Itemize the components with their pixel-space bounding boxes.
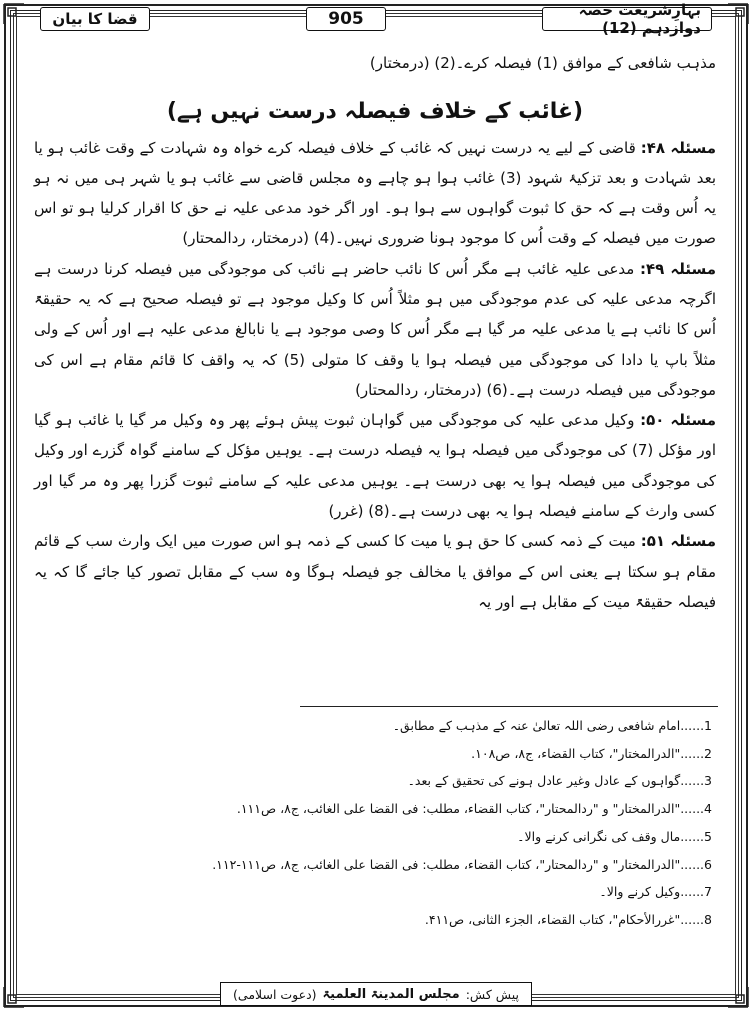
masala-48 — [34, 133, 716, 254]
book-title: بہارِشریعت حصہ دوازدہم (12) — [542, 7, 712, 31]
masala-text: وکیل مدعی علیہ کی موجودگی میں گواہان ثبوت پیش ہوئے پھر وہ وکیل مر گیا یا غائب ہو گیا اور مؤکل (7) کی موجودگی میں فیصلہ ہوا یہ فیصلہ درست ہے۔ یوہیں مؤکل کے سامنے گواہ گزرے اور وکیل کی موجودگی میں فیصلہ ہوا یہ بھی درست ہے۔ یوہیں مدعی علیہ کے سامنے ثبوت گزرا پھر وہ مر گیا اور کسی وارث کے سامنے فیصلہ ہوا یہ بھی درست ہے۔(8) (غرر) — [34, 411, 717, 521]
chapter-title: قضا کا بیان — [40, 7, 150, 31]
footer-note: (دعوت اسلامی) — [233, 986, 317, 1002]
masala-label: مسئلہ ۵۱: — [640, 532, 716, 551]
intro-line: مذہب شافعی کے موافق (1) فیصلہ کرے۔(2) (درمختار) — [369, 54, 716, 72]
footnote-item: 4......"الدرالمختار" و "ردالمحتار"، کتاب القضاء، مطلب: فی القضا علی الغائب، ج۸، ص۱۱۱. — [236, 801, 712, 817]
footnote-item: 3......گواہوں کے عادل وغیر عادل ہونے کی تحقیق کے بعد۔ — [407, 773, 712, 789]
masala-label: مسئلہ ۴۹: — [639, 259, 716, 278]
masala-label: مسئلہ ۵۰: — [640, 411, 716, 430]
corner-ornament-icon — [724, 983, 750, 1009]
footnotes — [40, 712, 716, 934]
masala-text: میت کے ذمہ کسی کا حق ہو یا میت کا کسی کے ذمہ ہو اس صورت میں ایک وارث سب کے قائم مقام ہو سکتا ہے یعنی اس کے موافق یا مخالف جو فیصلہ ہوگا وہ سب کے مقابل تصور کیا جائے گا کہ یہ فیصلہ حقیقۃً میت کے مقابل ہے اور یہ — [34, 532, 716, 611]
page-header — [40, 1, 712, 37]
masala-50 — [34, 405, 716, 526]
page-number: 905 — [306, 7, 386, 31]
masala-text: مدعی علیہ غائب ہے مگر اُس کا نائب حاضر ہے نائب کی موجودگی میں فیصلہ کرنا درست ہے اگرچہ مدعی علیہ کی عدم موجودگی میں ہو مثلاً اُس کا وکیل موجود ہے تو فیصلہ صحیح ہے کہ یہ حقیقۃً اُس کا نائب ہے یا مدعی علیہ مر گیا ہے مگر اُس کا وصی موجود ہے یا نابالغ مدعی علیہ ہے اور اُس کے ولی مثلاً باپ یا دادا کی موجودگی میں فیصلہ ہوا یا وقف کا متولی (5) کہ یہ واقف کا قائم مقام ہے اس کی موجودگی میں فیصلہ درست ہے۔(6) (درمختار، ردالمحتار) — [34, 259, 717, 399]
page-footer — [220, 982, 532, 1006]
corner-ornament-icon — [724, 2, 750, 28]
masala-text: قاضی کے لیے یہ درست نہیں کہ غائب کے خلاف فیصلہ کرے خواہ وہ شہادت کے وقت غائب ہو یا بعد شہادت و بعد تزکیۂ شہود (3) غائب ہوا ہو چاہے وہ مجلس قاضی سے غائب ہو یا شہر ہی میں نہ ہو یہ اُس وقت ہے کہ حق کا ثبوت گواہوں سے ہوا ہو۔ اور اگر خود مدعی علیہ نے حق کا اقرار کرلیا ہو تو اس صورت میں فیصلہ کے وقت اُس کا موجود ہونا ضروری نہیں۔(4) (درمختار، ردالمحتار) — [34, 138, 716, 248]
footnote-item: 8......"غررالأحکام"، کتاب القضاء، الجزء الثانی، ص۴۱۱. — [424, 911, 712, 927]
footnote-item: 5......مال وقف کی نگرانی کرنے والا۔ — [517, 828, 712, 844]
masala-49 — [34, 254, 716, 405]
footer-label: پیش کش: — [465, 986, 519, 1002]
section-title: (غائب کے خلاف فیصلہ درست نہیں ہے) — [166, 98, 584, 124]
footnote-item: 1......امام شافعی رضی اللہ تعالیٰ عنہ کے مذہب کے مطابق۔ — [392, 718, 712, 733]
footnote-item: 6......"الدرالمختار" و "ردالمحتار"، کتاب القضاء، مطلب: فی القضا علی الغائب، ج۸، ص۱۱۱-۱۱۲. — [212, 856, 712, 872]
corner-ornament-icon — [2, 983, 28, 1009]
footnote-item: 7......وکیل کرنے والا۔ — [599, 884, 712, 900]
footnote-item: 2......"الدرالمختار"، کتاب القضاء، ج۸، ص۱۰۸. — [471, 745, 712, 761]
main-text — [34, 48, 716, 617]
footer-publisher: مجلس المدینۃ العلمیۃ — [322, 986, 460, 1002]
masala-51 — [34, 526, 716, 617]
masala-label: مسئلہ ۴۸: — [640, 138, 717, 157]
footnote-divider — [300, 706, 718, 707]
corner-ornament-icon — [2, 2, 28, 28]
